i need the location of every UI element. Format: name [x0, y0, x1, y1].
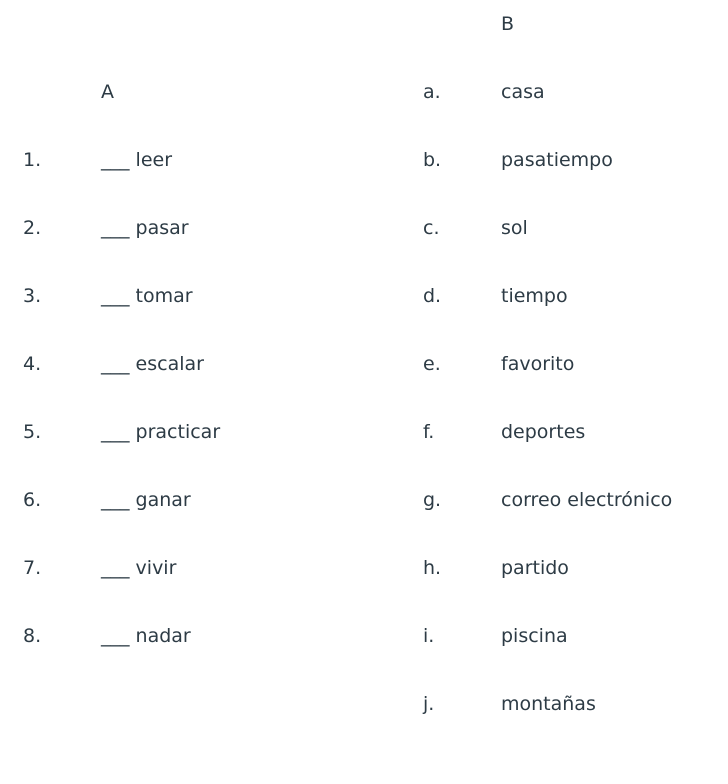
column-a-item: ___ leer [101, 149, 173, 171]
column-a-number: 3. [23, 285, 42, 307]
column-b-letter: d. [423, 285, 442, 307]
column-b-item: tiempo [501, 285, 568, 307]
column-b-letter: f. [423, 421, 435, 443]
column-b-letter: i. [423, 625, 435, 647]
column-b-letter: b. [423, 149, 442, 171]
column-b-letter: h. [423, 557, 442, 579]
column-b-header: B [501, 13, 515, 35]
column-b-item: sol [501, 217, 528, 239]
column-b-letter: e. [423, 353, 441, 375]
column-b-item: deportes [501, 421, 586, 443]
column-a-item: ___ nadar [101, 625, 191, 647]
column-b-letter: j. [423, 693, 435, 715]
column-b-item: casa [501, 81, 545, 103]
column-a-item: ___ escalar [101, 353, 204, 375]
column-b-letter: c. [423, 217, 440, 239]
column-b-item: pasatiempo [501, 149, 613, 171]
column-a-number: 7. [23, 557, 42, 579]
column-a-item: ___ pasar [101, 217, 189, 239]
column-a-number: 6. [23, 489, 42, 511]
column-a-number: 2. [23, 217, 42, 239]
column-a-item: ___ vivir [101, 557, 177, 579]
column-a-header: A [101, 81, 114, 103]
column-a-item: ___ tomar [101, 285, 193, 307]
column-a-number: 5. [23, 421, 42, 443]
column-b-item: partido [501, 557, 569, 579]
column-a-number: 1. [23, 149, 42, 171]
column-b-letter: a. [423, 81, 441, 103]
column-b-item: correo electrónico [501, 489, 673, 511]
column-a-number: 8. [23, 625, 42, 647]
column-a-number: 4. [23, 353, 42, 375]
column-a-item: ___ ganar [101, 489, 191, 511]
column-a-item: ___ practicar [101, 421, 221, 443]
column-b-item: favorito [501, 353, 575, 375]
column-b-letter: g. [423, 489, 442, 511]
column-b-item: piscina [501, 625, 568, 647]
column-b-item: montañas [501, 693, 596, 715]
